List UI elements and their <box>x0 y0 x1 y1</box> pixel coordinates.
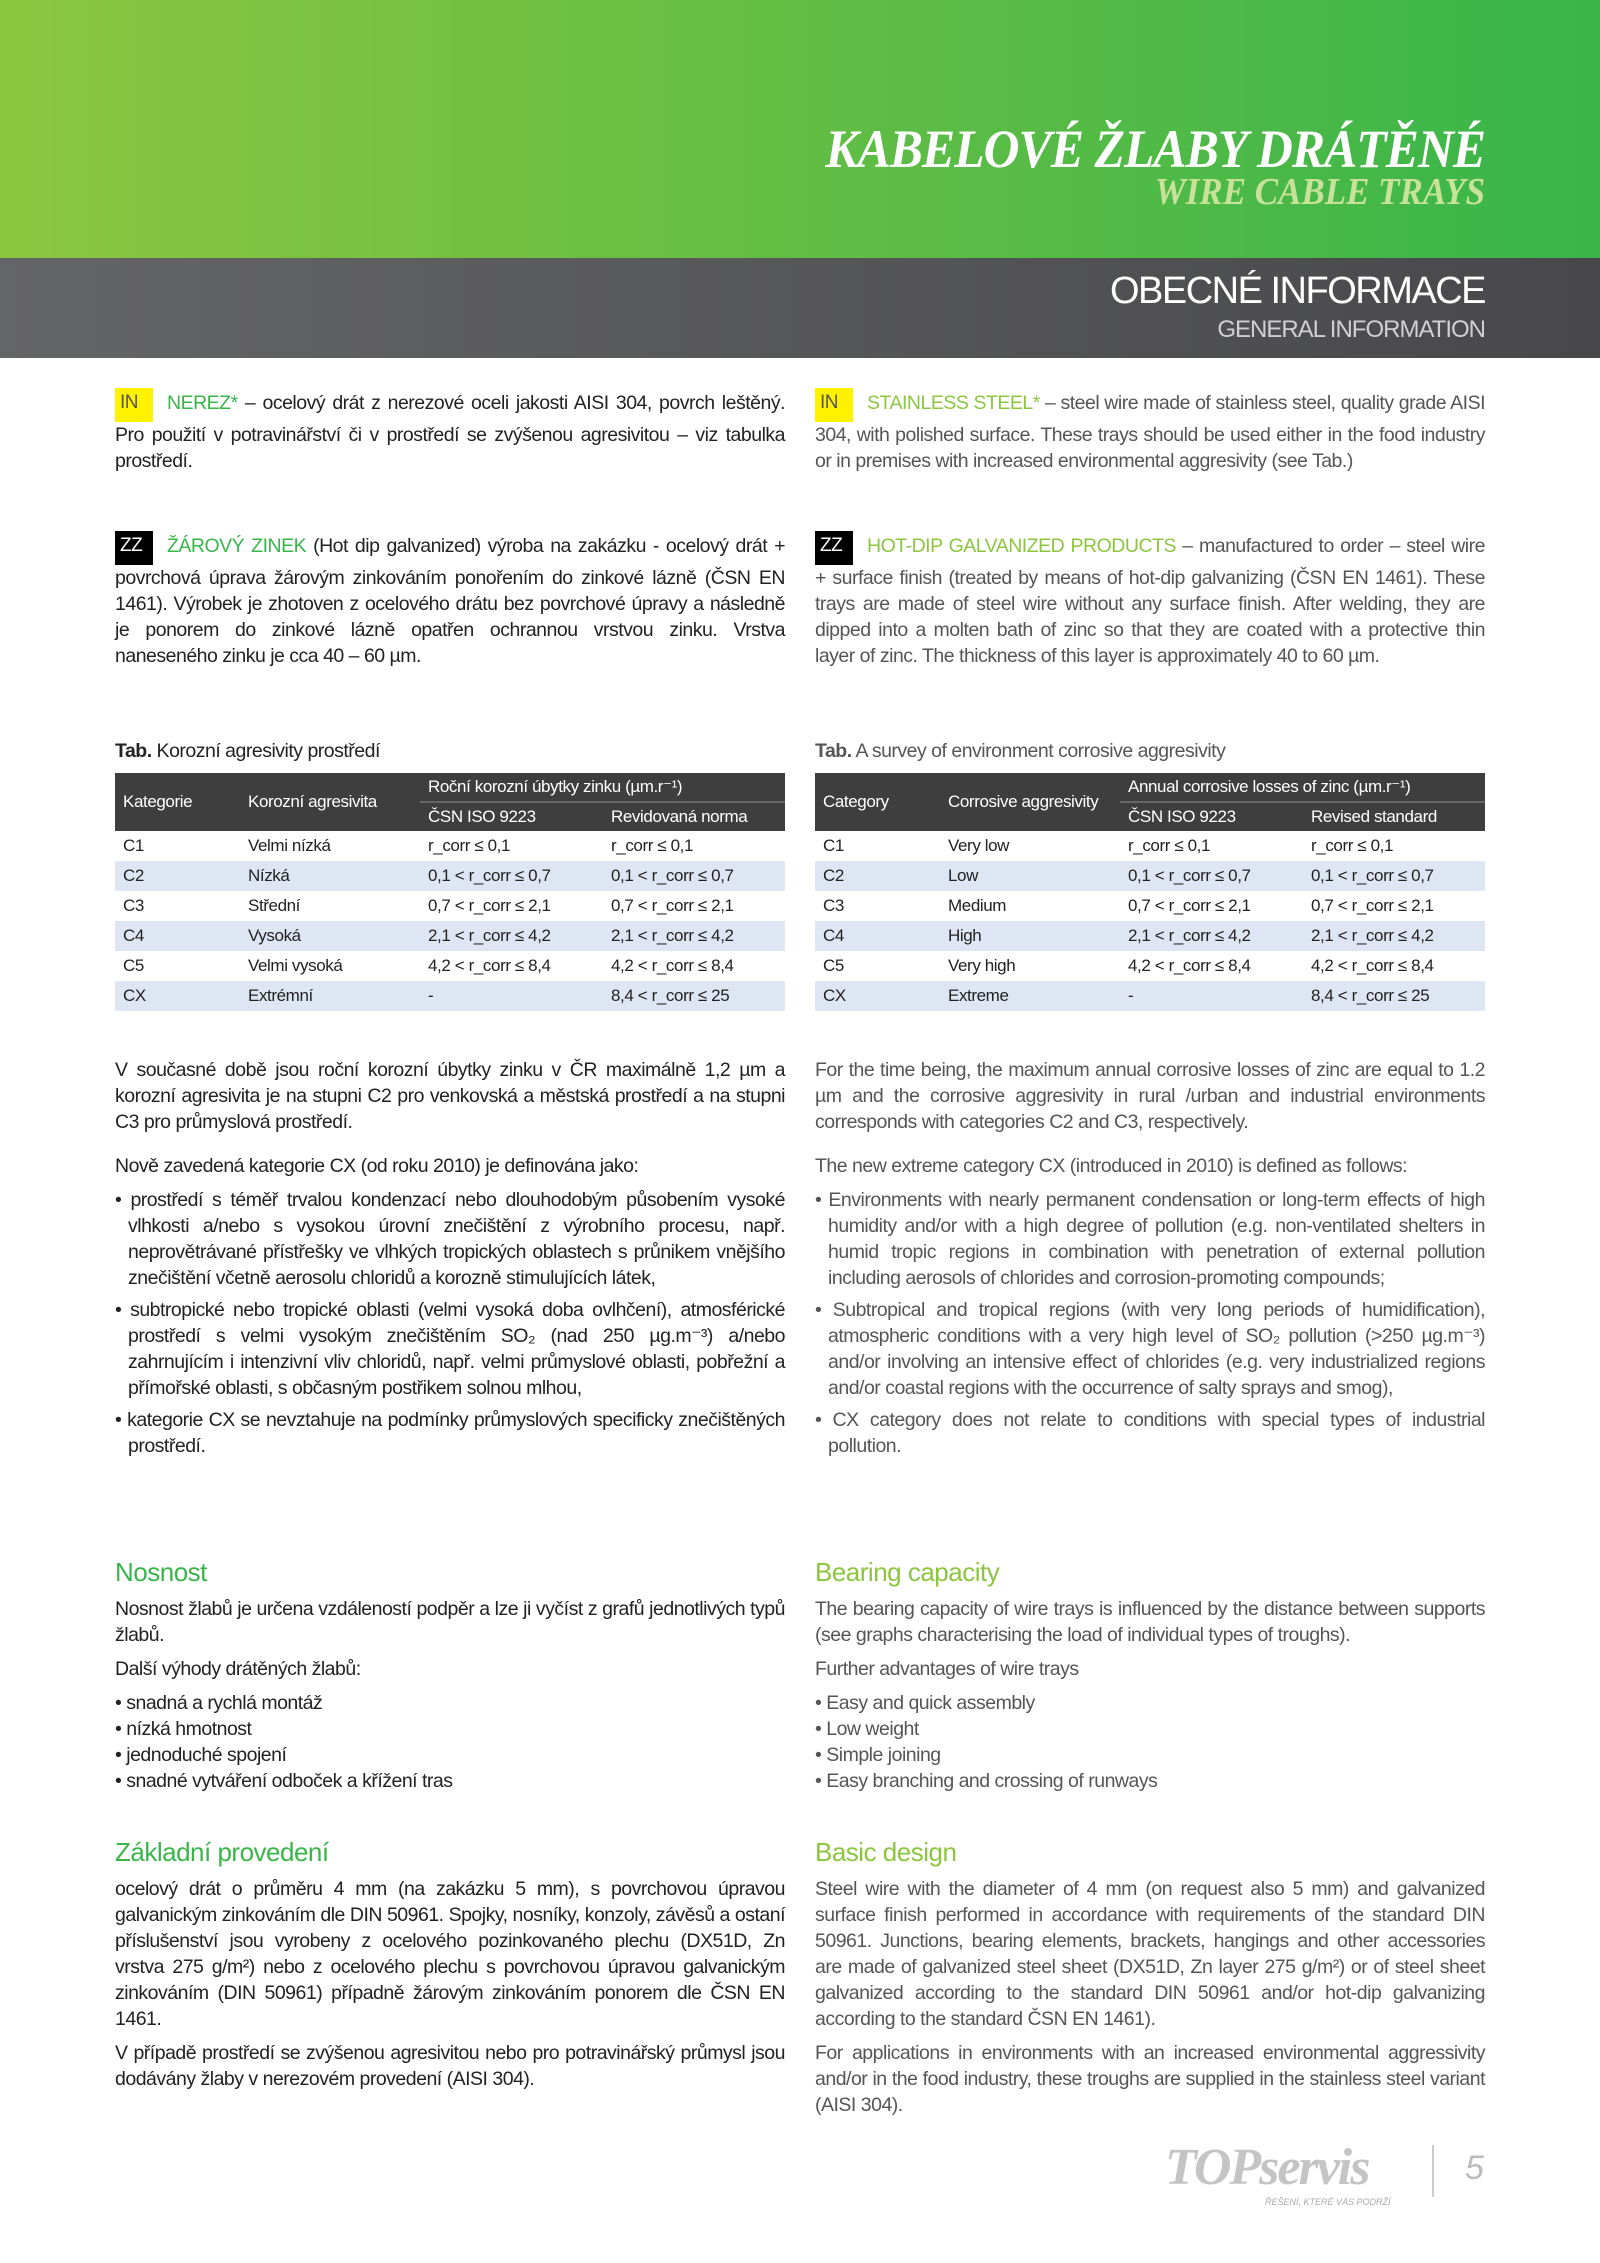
cell-standard: 2,1 < r_corr ≤ 4,2 <box>420 921 603 951</box>
basic-design-section <box>115 1836 785 2100</box>
cell-category: C4 <box>815 921 940 951</box>
cell-standard: 0,1 < r_corr ≤ 0,7 <box>1120 861 1303 891</box>
basic-design-heading: Základní provedení <box>115 1837 329 1867</box>
th-standard: ČSN ISO 9223 <box>1120 802 1303 831</box>
stainless-title: NEREZ* <box>167 392 238 414</box>
section-title: OBECNÉ INFORMACE <box>1109 270 1485 312</box>
th-revised: Revised standard <box>1303 802 1485 831</box>
right-column-english <box>815 390 1485 2126</box>
advantage-item: • Easy branching and crossing of runways <box>815 1770 1158 1792</box>
cell-category: C5 <box>823 956 844 975</box>
th-aggressivity: Korozní agresivita <box>240 773 420 831</box>
cx-bullet: • Environments with nearly permanent condensation or long-term effects of high humidity and/or with a high degree of pollution (e.g. non-ventilated shelters in humid tropic regions in combination with penetration of external pollution including aerosols of chlorides and corrosion-promoting compounds; <box>815 1189 1485 1289</box>
cell-category: C1 <box>823 836 844 855</box>
cell-standard: r_corr ≤ 0,1 <box>428 836 511 855</box>
th-annual-losses: Roční korozní úbytky zinku (µm.r⁻¹) <box>420 773 785 802</box>
advantage-item: • nízká hmotnost <box>115 1718 252 1740</box>
zz-badge: ZZ <box>115 531 153 565</box>
galvanized-text: – manufactured to order – steel wire + surface finish (treated by means of hot-dip galvanizing (ČSN EN 1461). These trays are made of steel wire without any surface finish. After welding, they are dipped into a molten bath of zinc so that they are coated with a protective thin layer of zinc. The thickness of this layer is approximately 40 to 60 µm. <box>815 535 1485 667</box>
logo-slogan: ŘEŠENÍ, KTERÉ VÁS PODRŽÍ <box>1265 2197 1391 2207</box>
cell-revised: r_corr ≤ 0,1 <box>611 836 694 855</box>
advantage-item: • Easy and quick assembly <box>815 1692 1035 1714</box>
advantage-item: • snadná a rychlá montáž <box>115 1692 323 1714</box>
basic-design-section <box>815 1836 1485 2126</box>
cx-bullet: • subtropické nebo tropické oblasti (velmi vysoká doba ovlhčení), atmosférické prostředí s velmi vysokým znečištěním SO₂ (nad 250 µg.m⁻³) a/nebo zahrnujícím i intenzivní vliv chloridů, např. velmi průmyslové oblasti, pobřežní a přímořské oblasti, s občasným postřikem solnou mlhou, <box>115 1299 785 1399</box>
bearing-heading: Nosnost <box>115 1557 207 1587</box>
left-column-czech <box>115 390 785 2100</box>
current-losses-paragraph: For the time being, the maximum annual corrosive losses of zinc are equal to 1.2 µm and the corrosive aggresivity in rural /urban and industrial environments corresponds with categories C2 and C3, respectively. <box>815 1059 1485 1133</box>
cx-intro: Nově zavedená kategorie CX (od roku 2010) je definována jako: <box>115 1155 639 1177</box>
cell-standard: - <box>1120 981 1303 1011</box>
cell-standard: 0,1 < r_corr ≤ 0,7 <box>420 861 603 891</box>
corrosion-table <box>815 773 1485 1057</box>
table-caption <box>815 738 1485 773</box>
bearing-text: The bearing capacity of wire trays is influenced by the distance between supports (see graphs characterising the load of individual types of troughs). <box>815 1598 1485 1646</box>
table-row <box>115 951 785 981</box>
table-row <box>115 831 785 861</box>
galvanized-text: (Hot dip galvanized) výroba na zakázku - ocelový drát + povrchová úprava žárovým zinkováním ponořením do zinkové lázně (ČSN EN 1461). Výrobek je zhotoven z ocelového drátu bez povrchové úpravy a následně je ponorem do zinkové lázně opatřen ochrannou vrstvou zinku. Vrstva naneseného zinku je cca 40 – 60 µm. <box>115 535 785 667</box>
page-number: 5 <box>1465 2149 1484 2187</box>
cell-standard: - <box>420 981 603 1011</box>
footer-divider <box>1432 2145 1434 2197</box>
cell-aggressivity: Low <box>940 861 1120 891</box>
cell-standard: r_corr ≤ 0,1 <box>1128 836 1211 855</box>
th-standard: ČSN ISO 9223 <box>420 802 603 831</box>
advantage-item: • Low weight <box>815 1718 919 1740</box>
cx-bullet: • CX category does not relate to conditions with special types of industrial pollution. <box>815 1409 1485 1457</box>
section-band <box>0 258 1600 358</box>
advantages-intro: Further advantages of wire trays <box>815 1658 1079 1680</box>
cell-standard: 0,7 < r_corr ≤ 2,1 <box>1128 896 1251 915</box>
cell-category: C2 <box>115 861 240 891</box>
cell-aggressivity: Nízká <box>240 861 420 891</box>
table-row <box>115 981 785 1011</box>
cell-aggressivity: Vysoká <box>240 921 420 951</box>
corrosion-table <box>115 773 785 1057</box>
cell-revised: 0,1 < r_corr ≤ 0,7 <box>603 861 785 891</box>
page-title: KABELOVÉ ŽLABY DRÁTĚNÉ <box>825 119 1485 179</box>
advantage-item: • jednoduché spojení <box>115 1744 287 1766</box>
bearing-text: Nosnost žlabů je určena vzdáleností podpěr a lze ji vyčíst z grafů jednotlivých typů žlabů. <box>115 1598 785 1646</box>
footer-logo <box>1165 2140 1425 2220</box>
cell-aggressivity: Velmi nízká <box>248 836 331 855</box>
bullets-section <box>115 1057 785 1556</box>
cell-revised: 0,7 < r_corr ≤ 2,1 <box>1311 896 1434 915</box>
cell-revised: 4,2 < r_corr ≤ 8,4 <box>611 956 734 975</box>
galvanized-title: HOT-DIP GALVANIZED PRODUCTS <box>867 535 1176 557</box>
galvanized-paragraph <box>115 533 785 738</box>
header-banner <box>0 0 1600 258</box>
section-subtitle: GENERAL INFORMATION <box>1217 316 1485 343</box>
bearing-section <box>815 1556 1485 1836</box>
bearing-section <box>115 1556 785 1836</box>
in-badge: IN <box>815 388 853 422</box>
cell-category: C1 <box>123 836 144 855</box>
cx-intro: The new extreme category CX (introduced in 2010) is defined as follows: <box>815 1155 1408 1177</box>
cell-aggressivity: Střední <box>248 896 301 915</box>
table-row <box>815 981 1485 1011</box>
table-row <box>815 951 1485 981</box>
advantages-intro: Další výhody drátěných žlabů: <box>115 1658 361 1680</box>
tab-caption: A survey of environment corrosive aggresivity <box>851 740 1226 762</box>
cell-aggressivity: Extrémní <box>240 981 420 1011</box>
cell-revised: 8,4 < r_corr ≤ 25 <box>1303 981 1485 1011</box>
table-row <box>115 861 785 891</box>
table-caption <box>115 738 785 773</box>
zz-badge: ZZ <box>815 531 853 565</box>
cell-revised: 8,4 < r_corr ≤ 25 <box>603 981 785 1011</box>
cx-bullet: • Subtropical and tropical regions (with very long periods of humidification), atmospheric conditions with a very high level of SO₂ pollution (>250 µg.m⁻³) and/or involving an intensive effect of chlorides (e.g. very industrialized regions and/or coastal regions with the occurrence of salty sprays and smog), <box>815 1299 1485 1399</box>
cell-category: C4 <box>115 921 240 951</box>
cell-aggressivity: High <box>940 921 1120 951</box>
cell-standard: 0,7 < r_corr ≤ 2,1 <box>428 896 551 915</box>
table-row <box>115 891 785 921</box>
cell-standard: 4,2 < r_corr ≤ 8,4 <box>428 956 551 975</box>
table-row <box>815 831 1485 861</box>
cell-category: C3 <box>823 896 844 915</box>
th-aggressivity: Corrosive aggresivity <box>940 773 1120 831</box>
basic-design-note: For applications in environments with an increased environmental aggressivity and/or in the food industry, these troughs are supplied in the stainless steel variant (AISI 304). <box>815 2042 1485 2116</box>
cell-revised: 2,1 < r_corr ≤ 4,2 <box>603 921 785 951</box>
topservis-logo: TOPservis <box>1165 2139 1369 2196</box>
cx-bullet: • prostředí s téměř trvalou kondenzací nebo dlouhodobým působením vysoké vlhkosti a/nebo s vysokou úrovní znečištění z výrobního procesu, např. neprovětrávané přístřešky ve vlhkých tropických oblastech s průnikem vnějšího znečištění včetně aerosolu chloridů a korozně stimulujících látek, <box>115 1189 785 1289</box>
cell-category: CX <box>815 981 940 1011</box>
cell-revised: 0,1 < r_corr ≤ 0,7 <box>1303 861 1485 891</box>
page-subtitle: WIRE CABLE TRAYS <box>1154 171 1485 213</box>
galvanized-paragraph <box>815 533 1485 738</box>
stainless-paragraph <box>815 390 1485 533</box>
galvanized-title: ŽÁROVÝ ZINEK <box>167 535 307 557</box>
advantage-item: • snadné vytváření odboček a křížení tras <box>115 1770 453 1792</box>
stainless-paragraph <box>115 390 785 533</box>
cell-aggressivity: Velmi vysoká <box>248 956 343 975</box>
cell-standard: 4,2 < r_corr ≤ 8,4 <box>1128 956 1251 975</box>
th-annual-losses: Annual corrosive losses of zinc (µm.r⁻¹) <box>1120 773 1485 802</box>
cell-category: C3 <box>123 896 144 915</box>
cx-bullet: • kategorie CX se nevztahuje na podmínky průmyslových specificky znečištěných prostředí. <box>115 1409 785 1457</box>
basic-design-note: V případě prostředí se zvýšenou agresivitou nebo pro potravinářský průmysl jsou dodávány žlaby v nerezovém provedení (AISI 304). <box>115 2042 785 2090</box>
cell-aggressivity: Medium <box>948 896 1007 915</box>
table-row <box>815 891 1485 921</box>
advantage-item: • Simple joining <box>815 1744 941 1766</box>
cell-revised: 2,1 < r_corr ≤ 4,2 <box>1303 921 1485 951</box>
th-category: Category <box>815 773 940 831</box>
cell-category: CX <box>115 981 240 1011</box>
stainless-title: STAINLESS STEEL* <box>867 392 1040 414</box>
cell-category: C2 <box>815 861 940 891</box>
cell-standard: 2,1 < r_corr ≤ 4,2 <box>1120 921 1303 951</box>
tab-label: Tab. <box>115 740 152 762</box>
cell-revised: r_corr ≤ 0,1 <box>1311 836 1394 855</box>
basic-design-text: Steel wire with the diameter of 4 mm (on request also 5 mm) and galvanized surface finish performed in accordance with requirements of the standard DIN 50961. Junctions, bearing elements, brackets, hangings and other accessories are made of galvanized steel sheet (DX51D, Zn layer 275 g/m²) or of steel sheet galvanized according to the standard DIN 50961 and/or hot-dip galvanizing according to the standard ČSN EN 1461). <box>815 1878 1485 2030</box>
th-revised: Revidovaná norma <box>603 802 785 831</box>
basic-design-text: ocelový drát o průměru 4 mm (na zakázku 5 mm), s povrchovou úpravou galvanickým zinkováním dle DIN 50961. Spojky, nosníky, konzoly, závěsů a ostaní příslušenství jsou vyrobeny z ocelového pozinkovaného plechu (DX51D, Zn vrstva 275 g/m²) nebo z ocelového plechu s povrchovou úpravou galvanickým zinkováním (DIN 50961) případně žárovým zinkováním ponorem dle ČSN EN 1461. <box>115 1878 785 2030</box>
bearing-heading: Bearing capacity <box>815 1557 1000 1587</box>
th-category: Kategorie <box>115 773 240 831</box>
stainless-text: – steel wire made of stainless steel, quality grade AISI 304, with polished surface. These trays should be used either in the food industry or in premises with increased environmental aggresivity (see Tab.) <box>815 392 1485 472</box>
stainless-text: – ocelový drát z nerezové oceli jakosti AISI 304, povrch leštěný. Pro použití v potravinářství či v prostředí se zvýšenou agresivitou – viz tabulka prostředí. <box>115 392 785 472</box>
current-losses-paragraph: V současné době jsou roční korozní úbytky zinku v ČR maximálně 1,2 µm a korozní agresivita je na stupni C2 pro venkovská a městská prostředí a na stupni C3 pro průmyslová prostředí. <box>115 1059 785 1133</box>
table-row <box>815 921 1485 951</box>
cell-revised: 4,2 < r_corr ≤ 8,4 <box>1311 956 1434 975</box>
bullets-section <box>815 1057 1485 1556</box>
cell-aggressivity: Extreme <box>940 981 1120 1011</box>
cell-aggressivity: Very low <box>948 836 1010 855</box>
in-badge: IN <box>115 388 153 422</box>
tab-label: Tab. <box>815 740 852 762</box>
cell-revised: 0,7 < r_corr ≤ 2,1 <box>611 896 734 915</box>
table-row <box>815 861 1485 891</box>
cell-aggressivity: Very high <box>948 956 1016 975</box>
cell-category: C5 <box>123 956 144 975</box>
table-row <box>115 921 785 951</box>
tab-caption: Korozní agresivity prostředí <box>151 740 380 762</box>
basic-design-heading: Basic design <box>815 1837 957 1867</box>
